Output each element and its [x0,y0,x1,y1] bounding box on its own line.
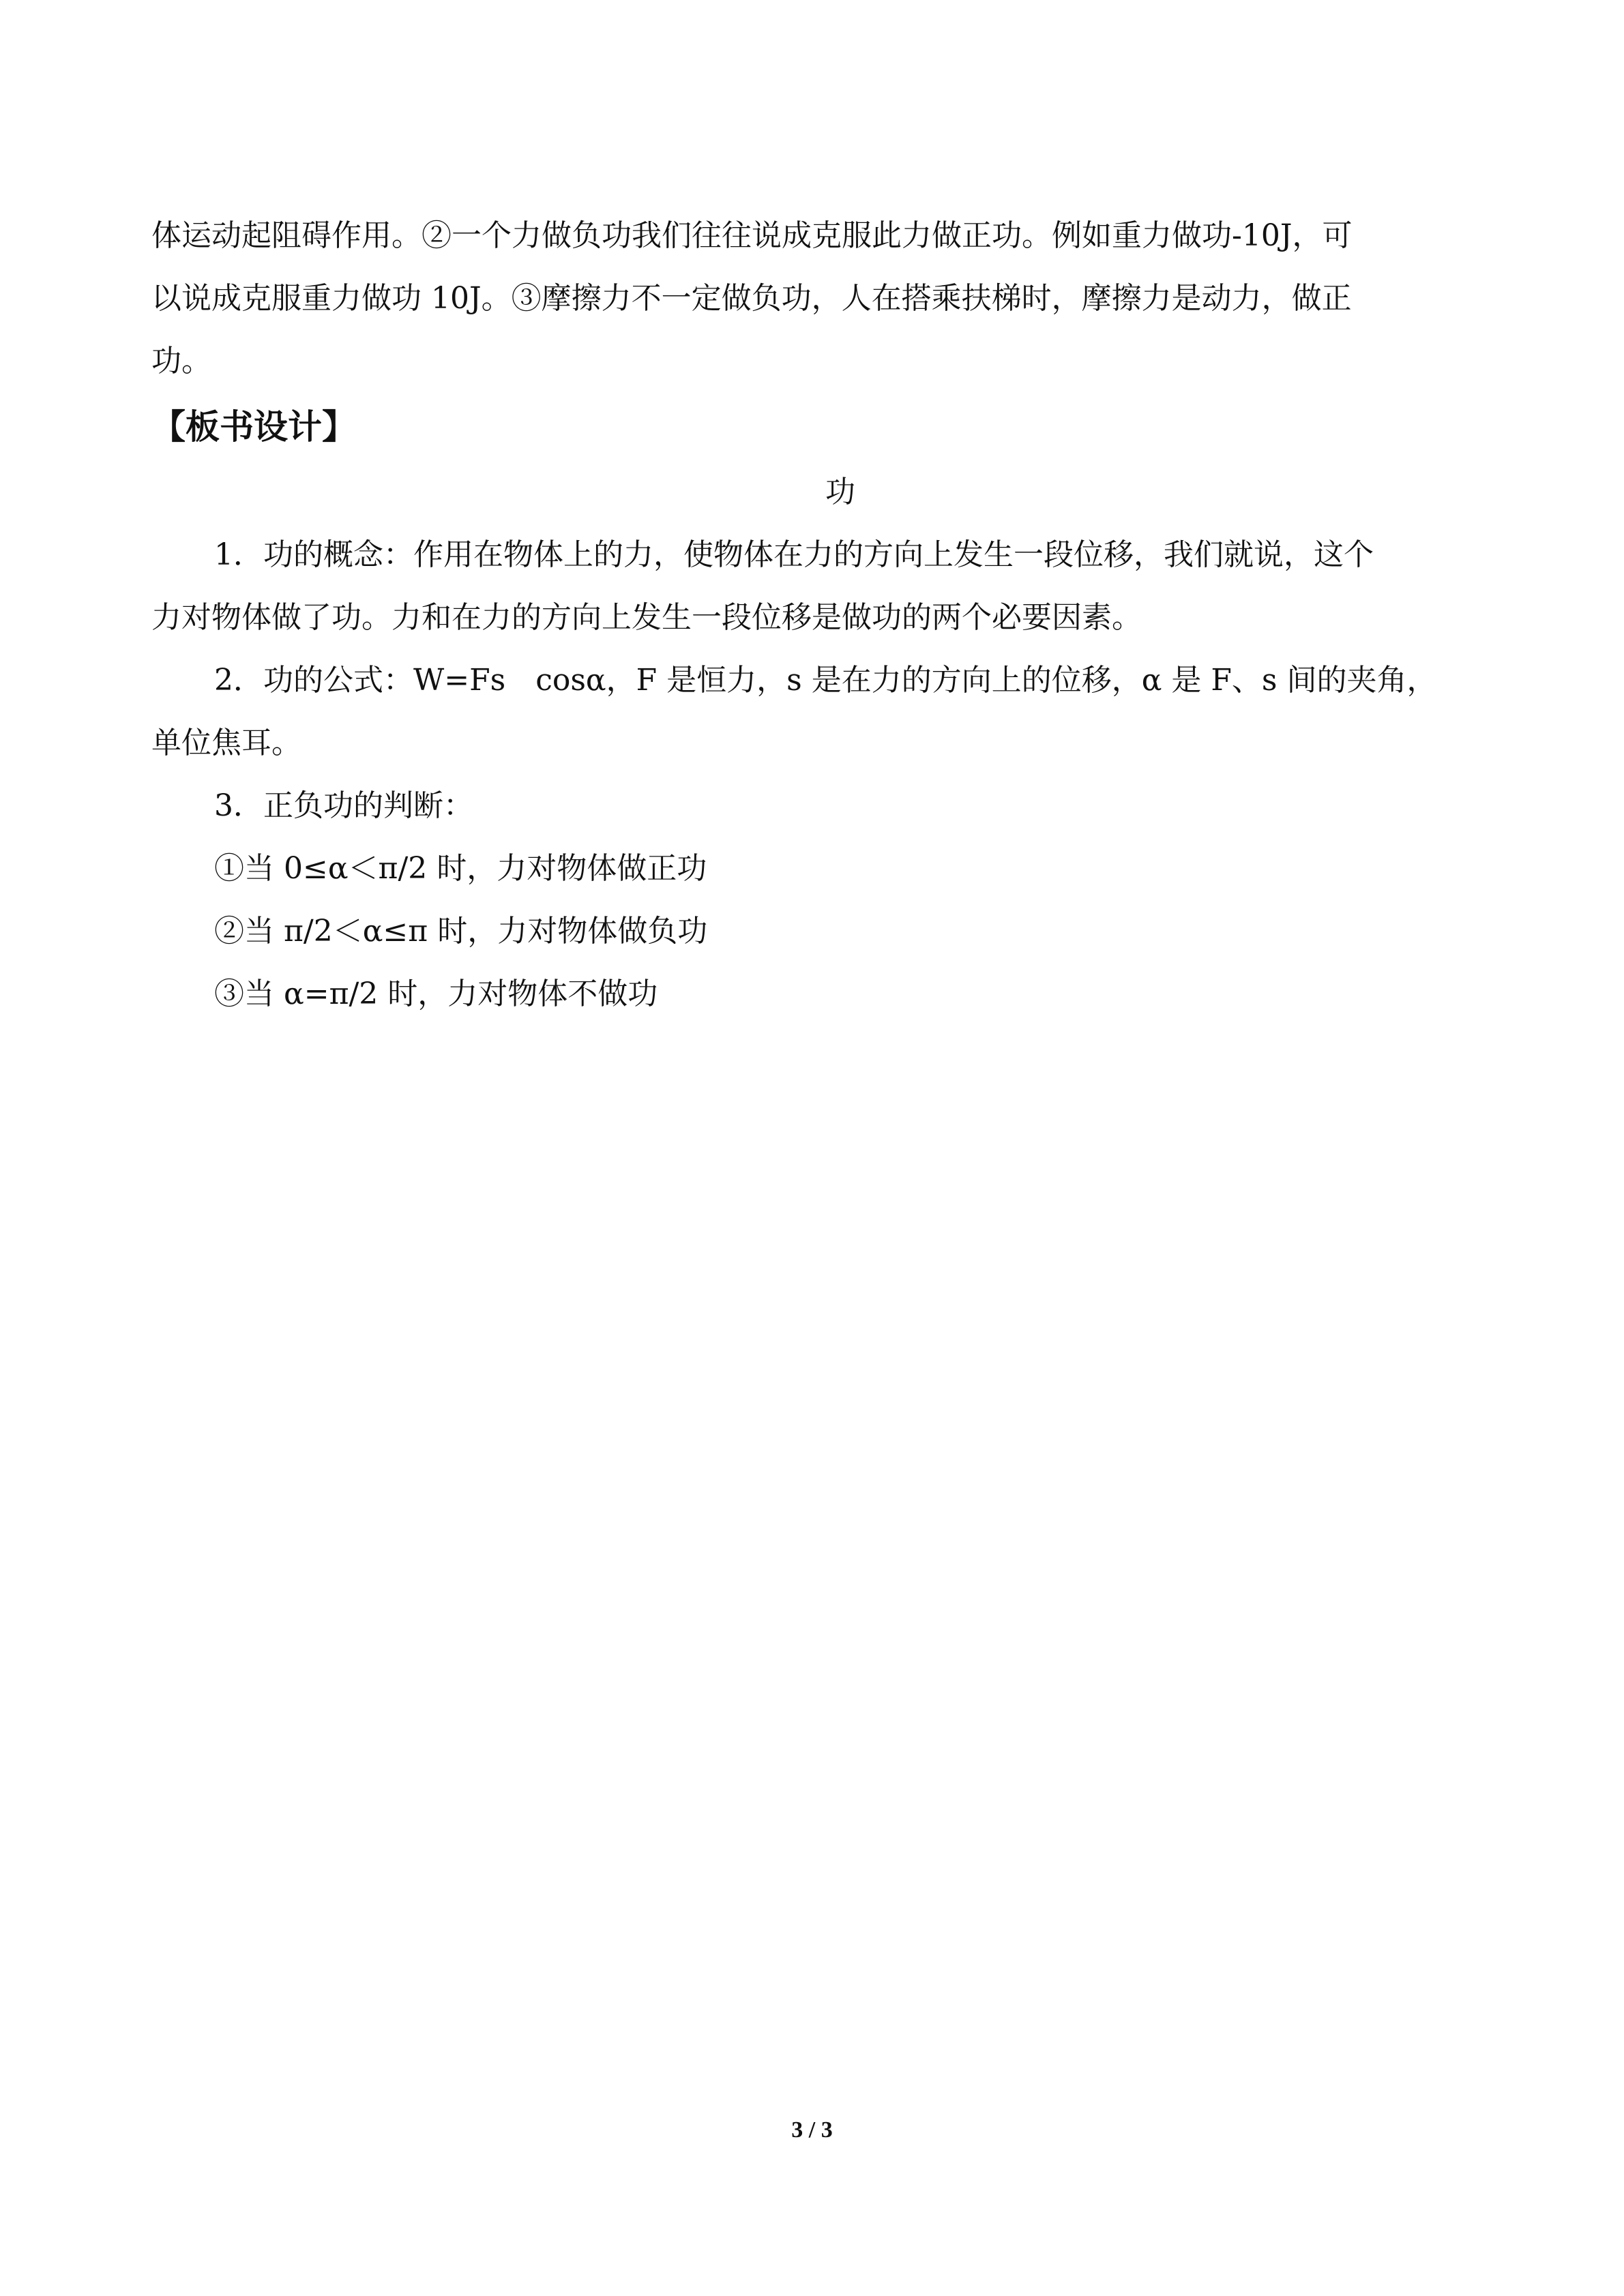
body-line: 功。 [151,344,211,378]
board-title: 功 [825,475,855,509]
concept-line: 力对物体做了功。力和在力的方向上发生一段位移是做功的两个必要因素。 [151,600,1142,635]
concept-line: 1．功的概念：作用在物体上的力，使物体在力的方向上发生一段位移，我们就说，这个 [214,537,1374,572]
page-content [151,205,1488,1026]
case-line: ①当 0≤α＜π/2 时，力对物体做正功 [214,851,707,886]
section-heading: 【板书设计】 [151,407,356,447]
formula-line: 2．功的公式：W=Fs cosα，F 是恒力，s 是在力的方向上的位移，α 是 F、s 间的夹角， [214,663,1437,698]
case-line: ②当 π/2＜α≤π 时，力对物体做负功 [214,914,708,949]
case-line: ③当 α=π/2 时，力对物体不做功 [214,976,658,1011]
page-number: 3 / 3 [791,2117,833,2143]
body-line: 体运动起阻碍作用。②一个力做负功我们往往说成克服此力做正功。例如重力做功-10J，可 [151,218,1353,253]
judgement-title: 3．正负功的判断： [214,788,473,823]
body-line: 以说成克服重力做功 10J。③摩擦力不一定做负功，人在搭乘扶梯时，摩擦力是动力，做正 [151,281,1352,316]
formula-line: 单位焦耳。 [151,726,301,760]
